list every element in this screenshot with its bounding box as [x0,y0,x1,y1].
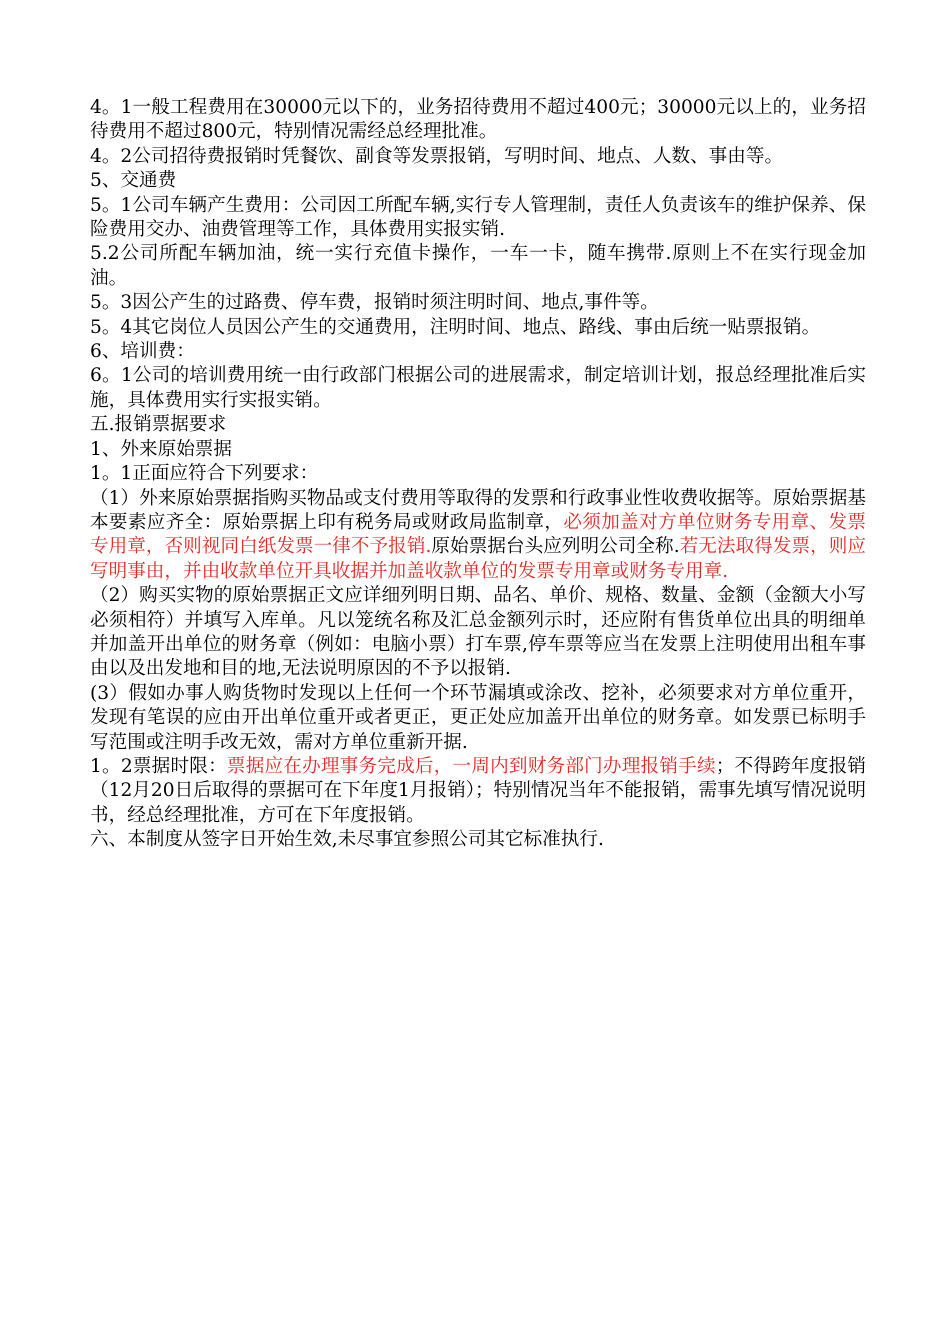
paragraph-text: 原始票据台头应列明公司全称. [431,536,680,558]
paragraph-text: 5。3因公产生的过路费、停车费，报销时须注明时间、地点,事件等。 [90,292,659,314]
document-body [90,96,866,853]
highlighted-text: 若无法取得发票，则应写明事由，并由收款单位开具收据并加盖收款单位的发票专用章或财务专用章. [90,536,866,582]
paragraph-text: 5.2公司所配车辆加油，统一实行充值卡操作，一车一卡，随车携带.原则上不在实行现金加油。 [90,243,866,289]
paragraph-5-1 [90,194,866,243]
paragraph-5-3 [90,291,866,315]
paragraph-text: 4。2公司招待费报销时凭餐饮、副食等发票报销，写明时间、地点、人数、事由等。 [90,145,784,167]
paragraph-text: 6。1公司的培训费用统一由行政部门根据公司的进展需求，制定培训计划，报总经理批准后实施，具体费用实行实报实销。 [90,365,866,411]
paragraph-5-4 [90,316,866,340]
paragraph-4-1 [90,96,866,145]
paragraph-text: 1。2票据时限： [90,755,227,777]
highlighted-text: 必须加盖对方单位财务专用章、发票专用章，否则视同白纸发票一律不予报销. [90,511,866,558]
heading-text: 1、外来原始票据 [90,438,232,460]
subheading-1-1 [90,462,866,486]
subheading-external-receipts [90,438,866,462]
paragraph-item-1 [90,487,866,585]
paragraph-item-2 [90,584,866,682]
heading-text: 5、交通费 [90,170,177,192]
heading-text: 六、本制度从签字日开始生效,未尽事宜参照公司其它标准执行. [90,829,604,851]
paragraph-text: 5。1公司车辆产生费用：公司因工所配车辆,实行专人管理制，责任人负责该车的维护保养、保险费用交办、油费管理等工作，具体费用实报实销. [90,194,866,241]
paragraph-text: （1）外来原始票据指购买物品或支付费用等取得的发票和行政事业性收费收据等。原始票据基本要素应齐全：原始票据上印有税务局或财政局监制章， [90,487,866,533]
paragraph-text: （2）购买实物的原始票据正文应详细列明日期、品名、单价、规格、数量、金额（金额大小写必须相符）并填写入库单。凡以笼统名称及汇总金额列示时，还应附有售货单位出具的明细单并加盖开出单位的财务章（例如：电脑小票）打车票,停车票等应当在发票上注明使用出租车事由以及出发地和目的地,无法说明原因的不予以报销. [90,585,866,680]
paragraph-text: (3）假如办事人购货物时发现以上任何一个环节漏填或涂改、挖补，必须要求对方单位重开，发现有笔误的应由开出单位重开或者更正，更正处应加盖开出单位的财务章。如发票已标明手写范围或注明手改无效，需对方单位重新开据. [90,682,866,753]
heading-text: 五.报销票据要求 [90,414,227,436]
section-heading-effective [90,828,866,852]
heading-text: 1。1正面应符合下列要求： [90,463,319,485]
paragraph-text: 5。4其它岗位人员因公产生的交通费用，注明时间、地点、路线、事由后统一贴票报销。 [90,316,821,338]
paragraph-6-1 [90,364,866,413]
heading-text: 6、培训费： [90,341,195,363]
section-heading-receipts [90,413,866,437]
section-heading-transport [90,169,866,193]
paragraph-4-2 [90,145,866,169]
paragraph-item-3 [90,682,866,755]
highlighted-text: 票据应在办理事务完成后，一周内到财务部门办理报销手续 [226,755,716,777]
paragraph-text: 4。1一般工程费用在30000元以下的，业务招待费用不超过400元；30000元以上的，业务招待费用不超过800元，特别情况需经总经理批准。 [90,97,866,143]
paragraph-5-2 [90,242,866,291]
paragraph-1-2 [90,755,866,828]
paragraph-text: ；不得跨年度报销（12月20日后取得的票据可在下年度1月报销）；特别情况当年不能报销，需事先填写情况说明书，经总经理批准，方可在下年度报销。 [90,755,866,826]
section-heading-training [90,340,866,364]
